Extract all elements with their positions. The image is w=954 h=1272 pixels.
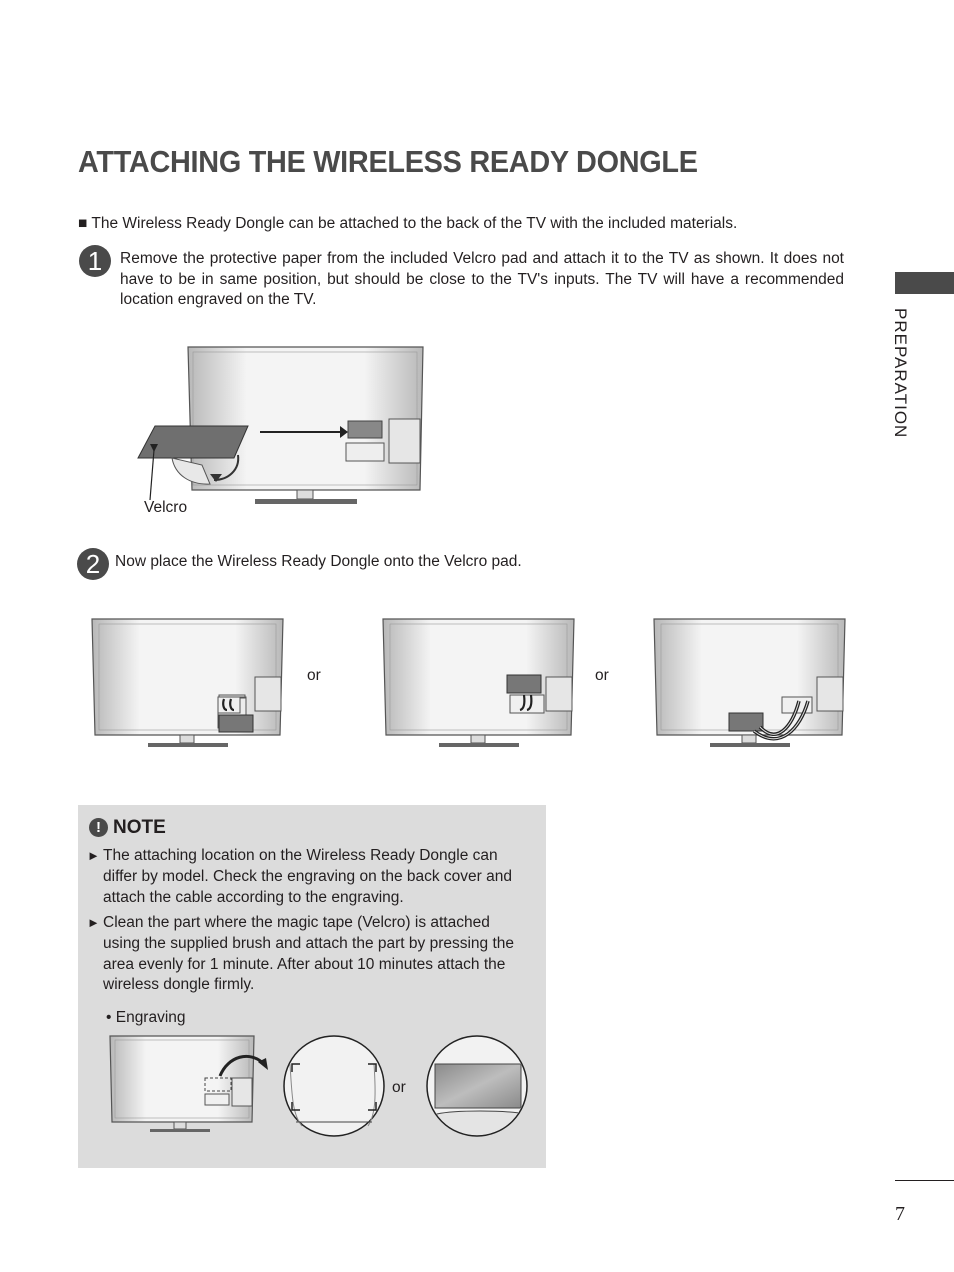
velcro-label: Velcro: [144, 499, 188, 516]
tv-dongle-option-2: [381, 617, 577, 749]
section-tab-label: PREPARATION: [891, 308, 910, 439]
or-label-2: or: [595, 667, 609, 684]
page-title: ATTACHING THE WIRELESS READY DONGLE: [78, 144, 698, 179]
triangle-bullet-icon: ►: [87, 848, 100, 863]
engraving-or-label: or: [392, 1079, 406, 1096]
tv-dongle-option-1: [90, 617, 286, 749]
engraving-tv-illustration: [108, 1034, 276, 1134]
note-item: [87, 913, 517, 996]
note-title-text: NOTE: [113, 817, 166, 838]
engraving-zoom-circle-2: [425, 1034, 529, 1138]
step-1-badge: 1: [79, 245, 111, 277]
page-number-rule: [895, 1180, 954, 1181]
intro-text: ■ The Wireless Ready Dongle can be attached to the back of the TV with the included materials.: [78, 215, 738, 232]
or-label-1: or: [307, 667, 321, 684]
step-2-text: Now place the Wireless Ready Dongle onto the Velcro pad.: [115, 553, 522, 570]
step-1-text: Remove the protective paper from the included Velcro pad and attach it to the TV as shown. It does not have to be in same position, but should be close to the TV's inputs. The TV will have a recommended location engraved on the TV.: [120, 250, 844, 308]
note-item-text: Clean the part where the magic tape (Velcro) is attached using the supplied brush and attach the part by pressing the area evenly for 1 minute. After about 10 minutes attach the wireless dongle firmly.: [103, 914, 515, 994]
note-item-text: The attaching location on the Wireless Ready Dongle can differ by model. Check the engraving on the back cover and attach the cable according to the engraving.: [103, 847, 512, 906]
tv-velcro-illustration: [130, 340, 430, 515]
page-number: 7: [895, 1203, 905, 1225]
note-item: [87, 846, 517, 908]
engraving-label: • Engraving: [106, 1009, 186, 1026]
step-2-badge: 2: [77, 548, 109, 580]
section-tab-marker: [895, 272, 954, 294]
exclamation-icon: !: [89, 818, 108, 837]
note-title: [89, 817, 166, 839]
triangle-bullet-icon: ►: [87, 915, 100, 930]
engraving-zoom-circle-1: [282, 1034, 386, 1138]
tv-dongle-option-3: [652, 617, 848, 749]
